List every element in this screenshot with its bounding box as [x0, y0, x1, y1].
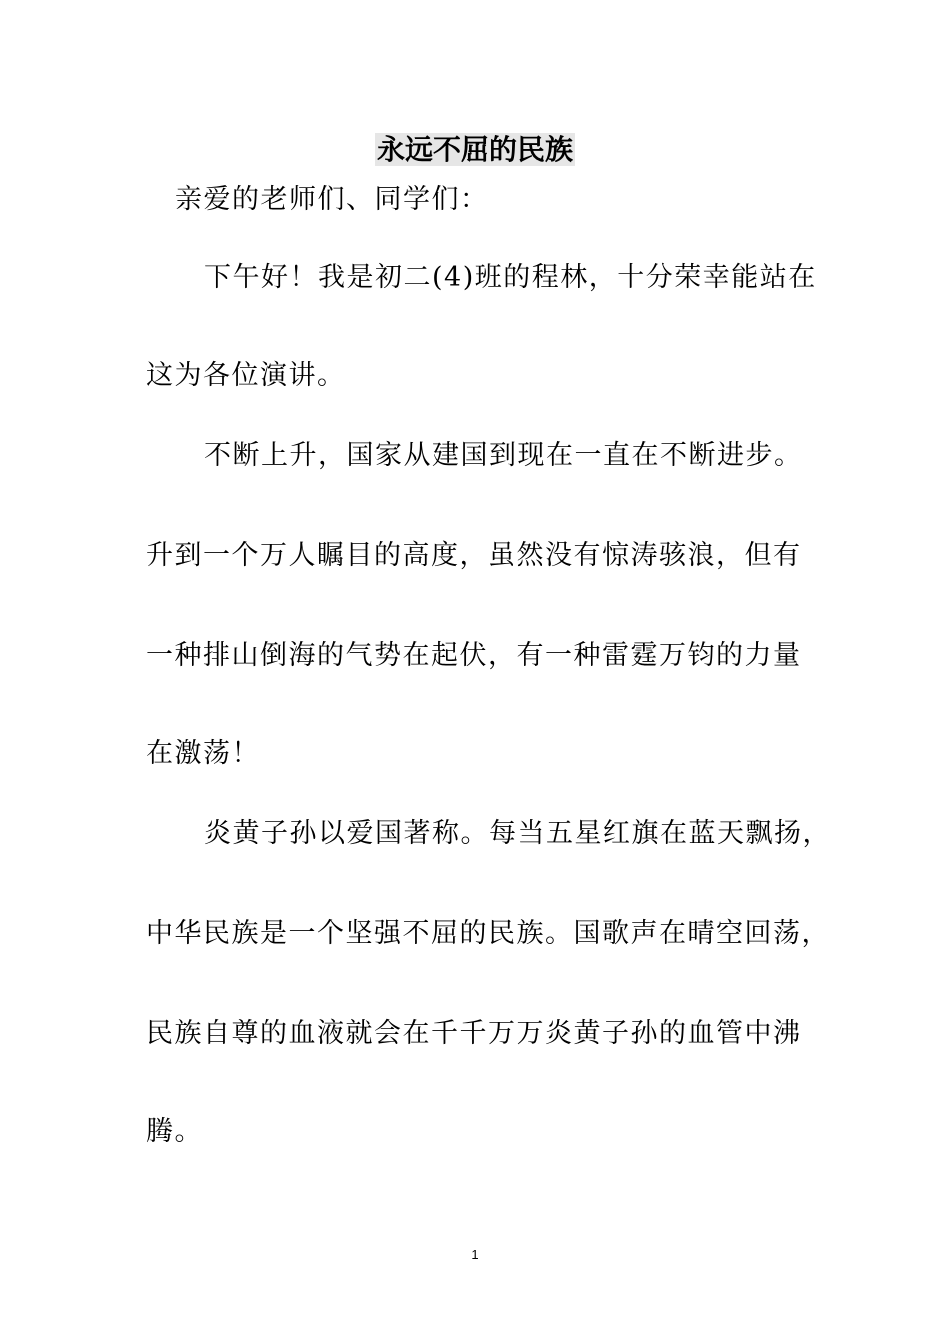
paragraph-line: 炎黄子孙以爱国著称。每当五星红旗在蓝天飘扬， [204, 818, 831, 849]
paragraph-line: 腾。 [146, 1116, 203, 1147]
paragraph-line: 中华民族是一个坚强不屈的民族。国歌声在晴空回荡， [146, 918, 830, 949]
document-title [0, 128, 950, 172]
paragraph-line: 在激荡！ [146, 738, 260, 769]
paragraph-line: 民族自尊的血液就会在千千万万炎黄子孙的血管中沸 [146, 1018, 802, 1049]
salutation: 亲爱的老师们、同学们： [175, 184, 489, 215]
paragraph-line: 不断上升，国家从建国到现在一直在不断进步。 [204, 440, 803, 471]
paragraph-line: 下午好！我是初二(4)班的程林，十分荣幸能站在 [204, 262, 817, 293]
document-title-text: 永远不屈的民族 [376, 133, 573, 166]
paragraph-line: 升到一个万人瞩目的高度，虽然没有惊涛骇浪，但有 [146, 540, 802, 571]
paragraph-line: 一种排山倒海的气势在起伏，有一种雷霆万钧的力量 [146, 640, 802, 671]
paragraph-line: 这为各位演讲。 [146, 360, 346, 391]
page-number: 1 [471, 1247, 479, 1262]
